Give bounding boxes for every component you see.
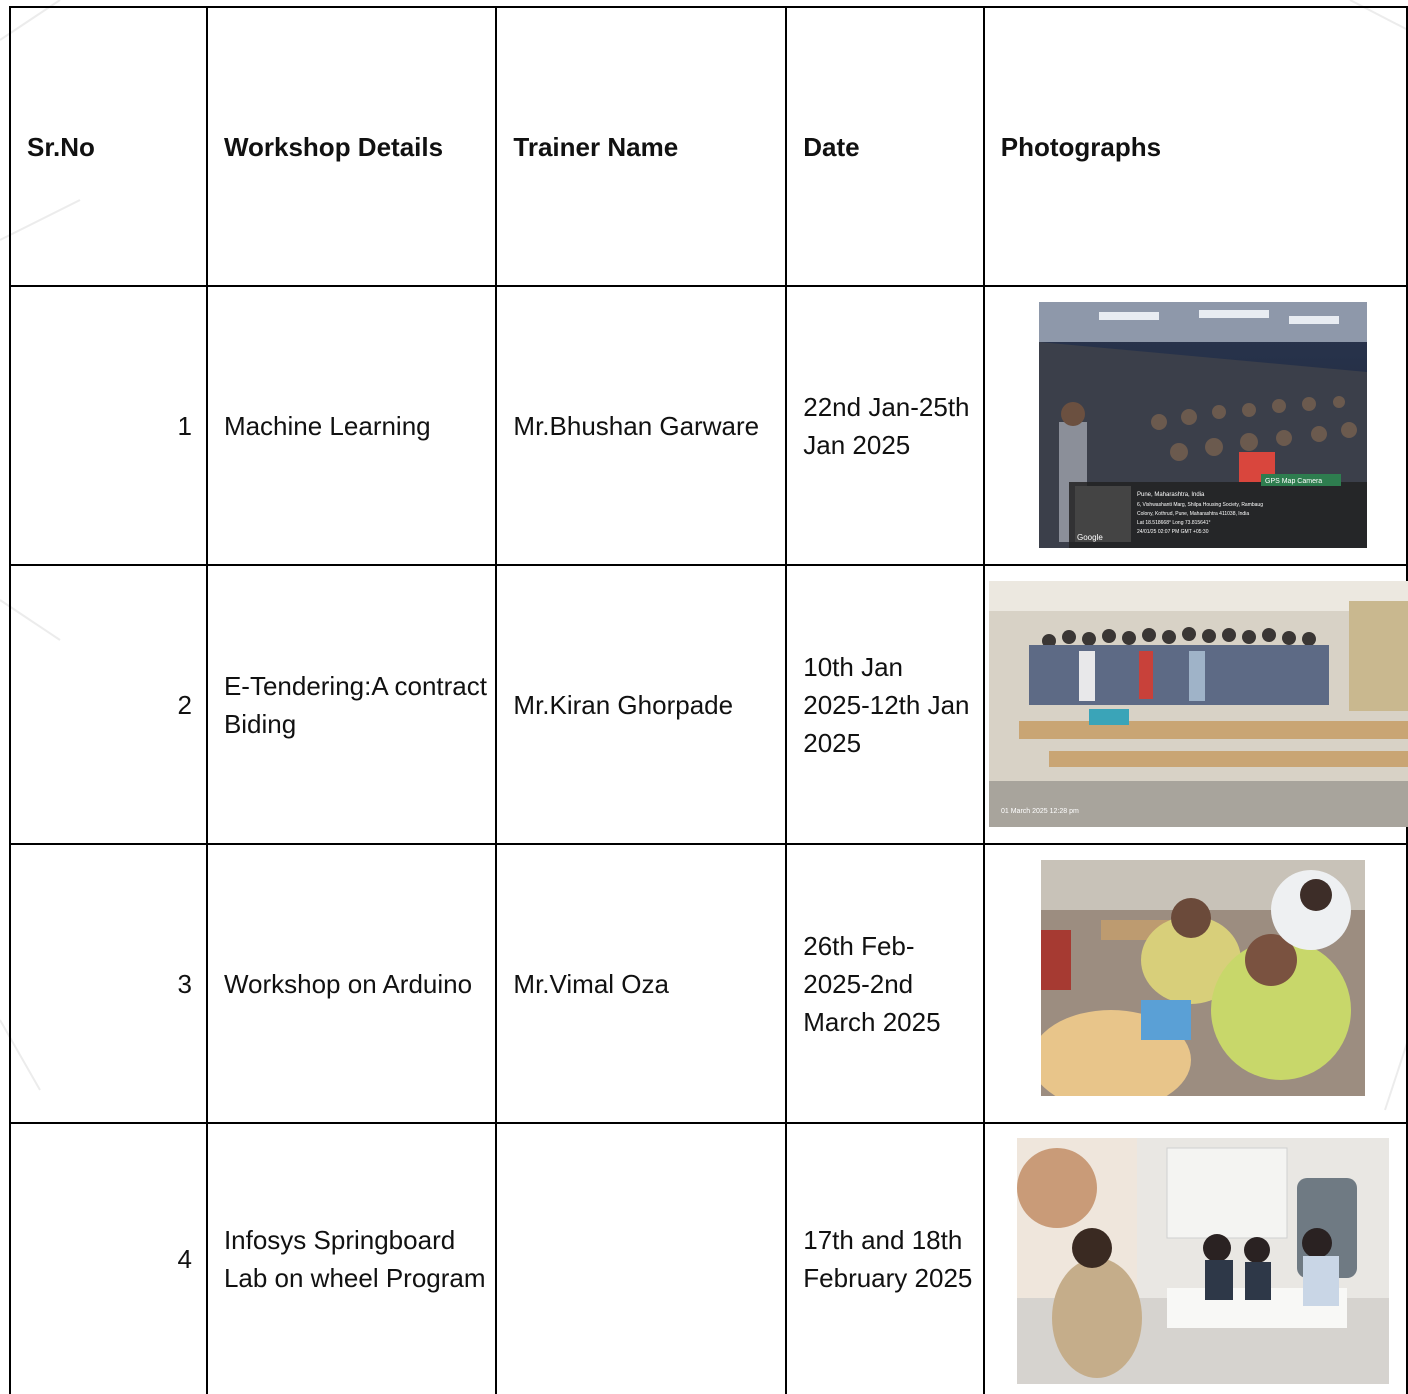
cell-srno: 1	[10, 286, 207, 565]
gps-line-5: 24/01/25 02:07 PM GMT +05:30	[1136, 529, 1209, 535]
photo-timestamp: 01 March 2025 12:28 pm	[1000, 808, 1079, 815]
cell-photograph	[984, 1123, 1407, 1394]
gps-badge: GPS Map Camera	[1264, 478, 1322, 485]
cell-photograph	[984, 565, 1407, 844]
gps-line-2: 6, Vishwashanti Marg, Shilpa Housing Society, Rambaug	[1136, 502, 1263, 508]
students-arduino-photo	[1041, 860, 1365, 1096]
cell-date: 10th Jan 2025-12th Jan 2025	[786, 565, 984, 844]
table-row	[10, 1123, 1407, 1394]
table-row	[10, 844, 1407, 1123]
cell-workshop-details: Workshop on Arduino	[207, 844, 496, 1123]
cell-trainer-name: Mr.Kiran Ghorpade	[496, 565, 786, 844]
cell-workshop-details: Machine Learning	[207, 286, 496, 565]
cell-date: 22nd Jan-25th Jan 2025	[786, 286, 984, 565]
classroom-group-photo	[989, 581, 1408, 827]
cell-srno: 4	[10, 1123, 207, 1394]
header-photographs: Photographs	[984, 7, 1407, 286]
lecture-hall-photo	[1039, 302, 1367, 548]
cell-srno: 3	[10, 844, 207, 1123]
header-trainer-name: Trainer Name	[496, 7, 786, 286]
workshop-table	[9, 6, 1408, 1394]
cell-trainer-name: Mr.Bhushan Garware	[496, 286, 786, 565]
cell-trainer-name	[496, 1123, 786, 1394]
table-row	[10, 286, 1407, 565]
gps-line-3: Colony, Kothrud, Pune, Maharashtra 411038, India	[1136, 511, 1249, 517]
cell-workshop-details: E-Tendering:A contract Biding	[207, 565, 496, 844]
cell-photograph	[984, 844, 1407, 1123]
gps-line-1: Pune, Maharashtra, India	[1136, 492, 1205, 498]
header-date: Date	[786, 7, 984, 286]
table-row	[10, 565, 1407, 844]
cell-date: 17th and 18th February 2025	[786, 1123, 984, 1394]
header-workshop-details: Workshop Details	[207, 7, 496, 286]
gps-line-4: Lat 18.518668° Long 73.815641°	[1136, 520, 1211, 526]
cell-date: 26th Feb-2025-2nd March 2025	[786, 844, 984, 1123]
cell-srno: 2	[10, 565, 207, 844]
cell-photograph	[984, 286, 1407, 565]
lab-on-wheels-photo	[1017, 1138, 1389, 1384]
map-brand-label: Google	[1076, 533, 1103, 542]
header-srno: Sr.No	[10, 7, 207, 286]
cell-trainer-name: Mr.Vimal Oza	[496, 844, 786, 1123]
table-header-row	[10, 7, 1407, 286]
cell-workshop-details: Infosys Springboard Lab on wheel Program	[207, 1123, 496, 1394]
